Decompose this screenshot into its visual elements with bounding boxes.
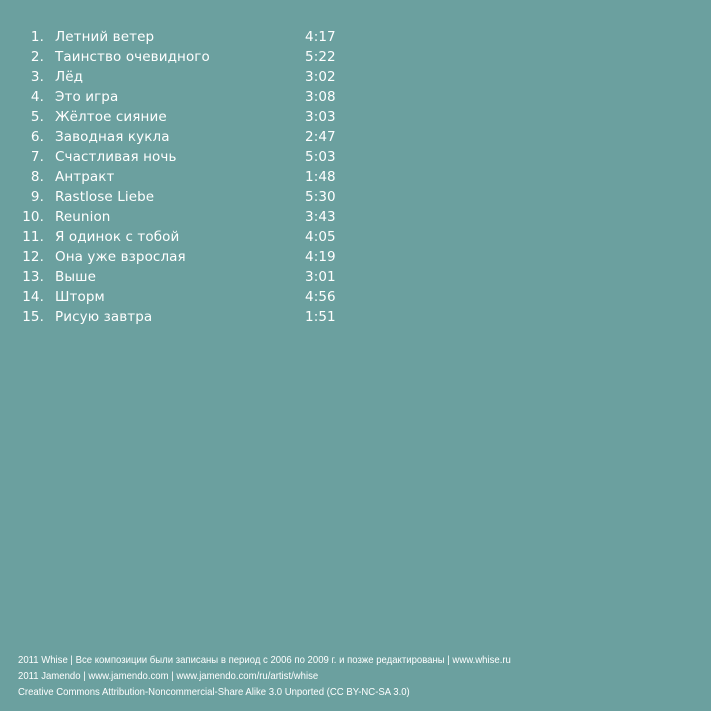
track-title: Рисую завтра: [55, 309, 153, 325]
track-title: Заводная кукла: [55, 129, 170, 145]
credits-footer: [18, 653, 511, 701]
track-title: Счастливая ночь: [55, 149, 177, 165]
track-title: Reunion: [55, 209, 111, 225]
track-title: Антракт: [55, 169, 115, 185]
track-duration: 4:56: [305, 289, 336, 305]
track-duration: 4:19: [305, 249, 336, 265]
track-number: 13.: [22, 269, 44, 285]
track-duration: 3:03: [305, 109, 336, 125]
track-title: Rastlose Liebe: [55, 189, 155, 205]
credits-line-license: Creative Commons Attribution-Noncommercial-Share Alike 3.0 Unported (CC BY-NC-SA 3.0): [18, 687, 410, 698]
track-number: 6.: [30, 129, 44, 145]
track-title: Я одинок с тобой: [55, 229, 180, 245]
track-duration: 2:47: [305, 129, 336, 145]
track-number: 5.: [30, 109, 44, 125]
track-duration: 3:43: [305, 209, 336, 225]
track-number: 15.: [22, 309, 44, 325]
track-number: 9.: [30, 189, 44, 205]
track-number: 4.: [30, 89, 44, 105]
track-duration: 5:22: [305, 49, 336, 65]
track-number: 14.: [22, 289, 44, 305]
track-number: 1.: [30, 29, 44, 45]
credits-line-jamendo: 2011 Jamendo | www.jamendo.com | www.jamendo.com/ru/artist/whise: [18, 671, 319, 682]
track-duration: 5:03: [305, 149, 336, 165]
track-number: 11.: [22, 229, 44, 245]
track-title: Жёлтое сияние: [55, 109, 167, 125]
track-title: Она уже взрослая: [55, 249, 186, 265]
track-number: 10.: [22, 209, 44, 225]
track-duration: 3:02: [305, 69, 336, 85]
track-number: 8.: [30, 169, 44, 185]
track-title: Это игра: [55, 89, 119, 105]
track-duration: 4:17: [305, 29, 336, 45]
track-duration: 3:08: [305, 89, 336, 105]
track-title: Шторм: [55, 289, 105, 305]
track-title: Выше: [55, 269, 96, 285]
track-title: Летний ветер: [55, 29, 155, 45]
track-duration: 5:30: [305, 189, 336, 205]
track-title: Таинство очевидного: [55, 49, 210, 65]
track-duration: 1:51: [305, 309, 336, 325]
track-duration: 1:48: [305, 169, 336, 185]
track-number: 3.: [30, 69, 44, 85]
track-number: 12.: [22, 249, 44, 265]
track-number: 7.: [30, 149, 44, 165]
track-title: Лёд: [55, 69, 84, 85]
credits-line-copyright: 2011 Whise | Все композиции были записаны в период с 2006 по 2009 г. и позже редактированы | www.whise.ru: [18, 655, 511, 666]
track-duration: 3:01: [305, 269, 336, 285]
track-duration: 4:05: [305, 229, 336, 245]
track-number: 2.: [30, 49, 44, 65]
